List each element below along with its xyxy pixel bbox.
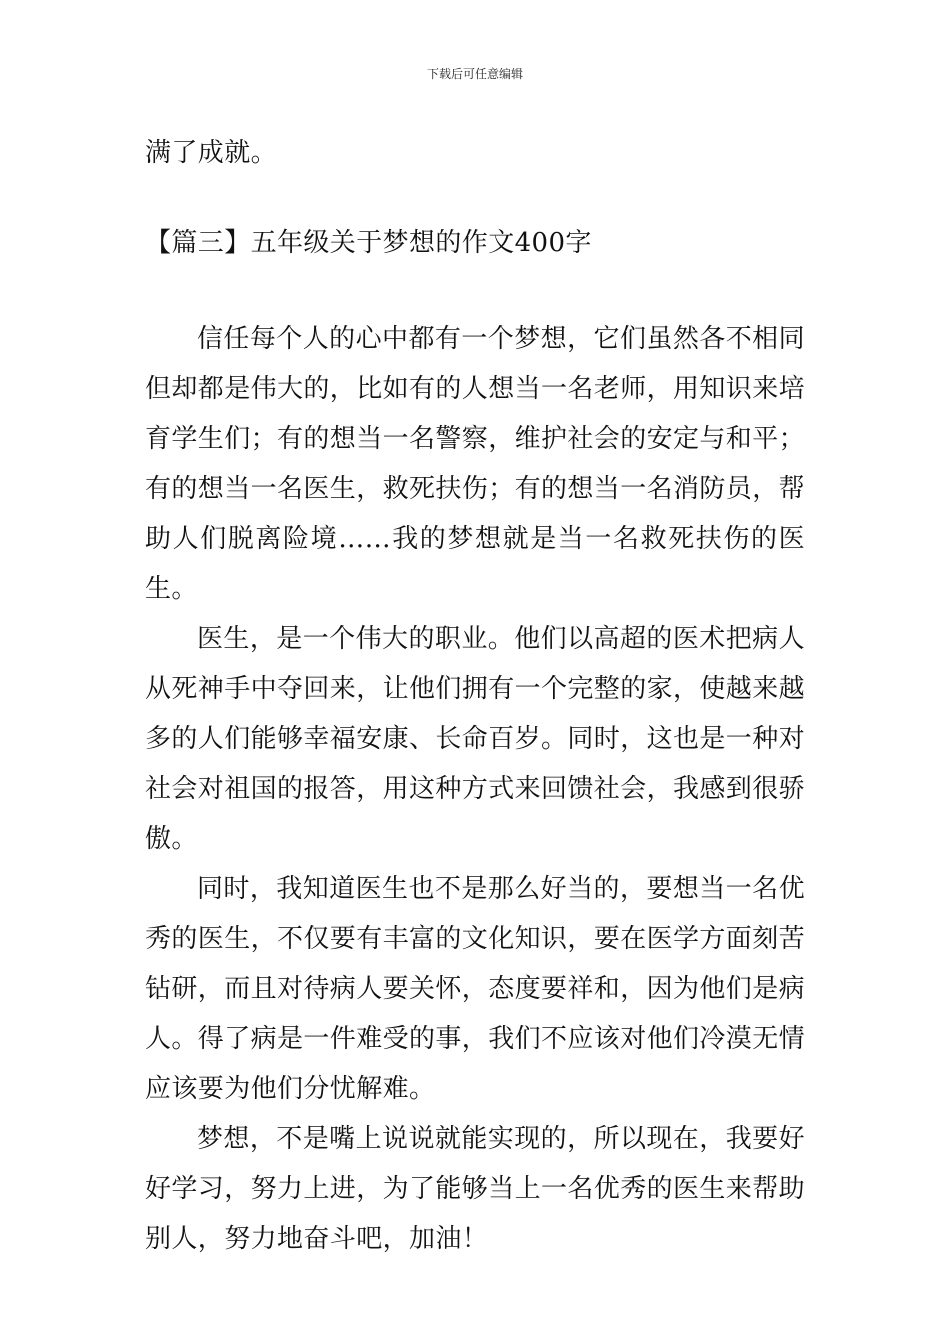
page-header-note: 下载后可任意编辑 [426,67,523,81]
paragraph-4: 梦想，不是嘴上说说就能实现的，所以现在，我要好好学习，努力上进，为了能够当上一名优秀的医生来帮助别人，努力地奋斗吧，加油！ [145,1124,806,1254]
continuation-text: 满了成就。 [145,138,278,168]
section-title: 【篇三】五年级关于梦想的作文400字 [145,228,592,258]
document-body [145,128,805,1264]
paragraph-3: 同时，我知道医生也不是那么好当的，要想当一名优秀的医生，不仅要有丰富的文化知识，要在医学方面刻苦钻研，而且对待病人要关怀，态度要祥和，因为他们是病人。得了病是一件难受的事，我们不应该对他们冷漠无情应该要为他们分忧解难。 [145,874,806,1104]
paragraph-1: 信任每个人的心中都有一个梦想，它们虽然各不相同但却都是伟大的，比如有的人想当一名老师，用知识来培育学生们；有的想当一名警察，维护社会的安定与和平；有的想当一名医生，救死扶伤；有的想当一名消防员，帮助人们脱离险境……我的梦想就是当一名救死扶伤的医生。 [145,324,806,604]
paragraph-2: 医生，是一个伟大的职业。他们以高超的医术把病人从死神手中夺回来，让他们拥有一个完整的家，使越来越多的人们能够幸福安康、长命百岁。同时，这也是一种对社会对祖国的报答，用这种方式来回馈社会，我感到很骄傲。 [145,624,806,854]
